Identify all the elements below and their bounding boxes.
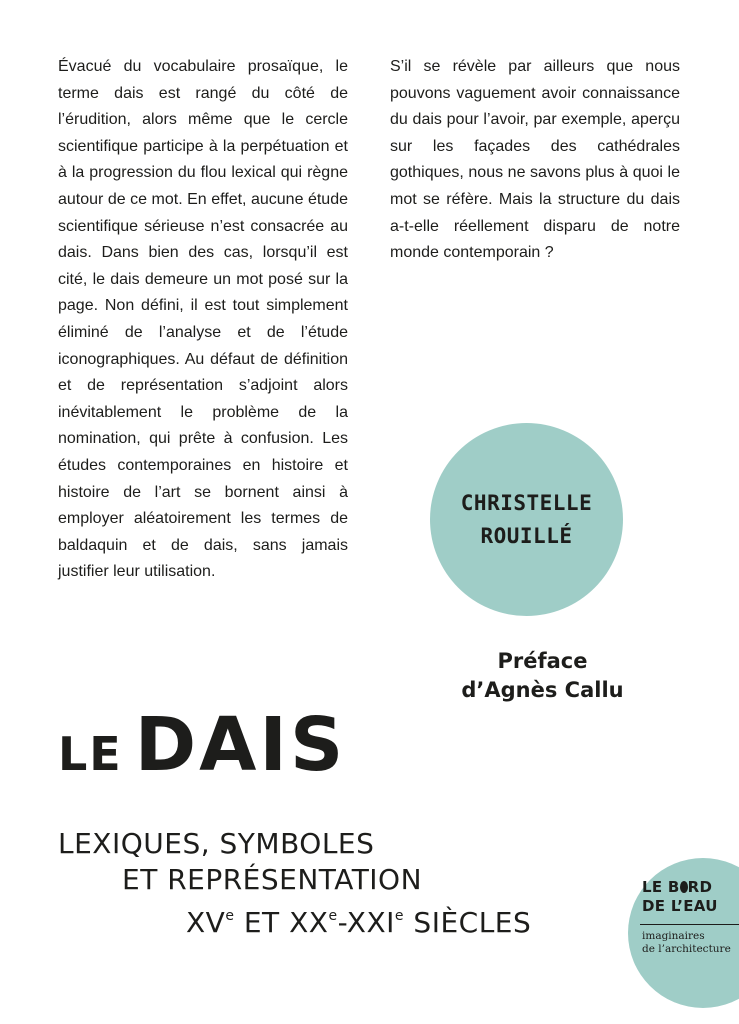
book-title — [58, 702, 347, 788]
author-badge — [430, 423, 623, 616]
body-text-right-column: S’il se révèle par ailleurs que nous pouvons vaguement avoir connaissance du dais pour l’avoir, par exemple, aperçu sur les façades des cathédrales gothiques, nous ne savons plus à quoi le mot se réfère. Mais la structure du dais a-t-elle réellement disparu de notre monde contemporain ? — [390, 58, 680, 262]
subtitle-line-3 — [58, 898, 531, 941]
preface-credit — [430, 647, 655, 705]
subtitle-superscript-3: e — [394, 908, 405, 924]
subtitle-superscript-1: e — [225, 908, 235, 924]
subtitle-superscript-2: e — [328, 908, 338, 924]
drop-icon — [680, 881, 688, 893]
body-text-left-column: Évacué du vocabulaire prosaïque, le terme dais est rangé du côté de l’érudition, alors même que le cercle scientifique participe à la perpétuation et à la progression du flou lexical qui règne autour de ce mot. En effet, aucune étude scientifique sérieuse n’est consacrée au dais. Dans bien des cas, lorsqu’il est cité, le dais demeure un mot posé sur la page. Non défini, il est tout simplement éliminé de l’analyse et de l’étude iconographiques. Au défaut de définition et de représentation s’adjoint alors inévitablement le problème de la nomination, qui prête à confusion. Les études contemporaines en histoire et histoire de l’art se bornent ainsi à employer aléatoirement les termes de baldaquin et de dais, sans jamais justifier leur utilisation. — [58, 58, 348, 581]
publisher-divider — [640, 924, 739, 925]
subtitle-century-15: XV — [186, 906, 226, 939]
subtitle-line-2: ET REPRÉSENTATION — [122, 863, 423, 896]
publisher-logo — [628, 858, 739, 1008]
publisher-name-part-a: LE B — [642, 878, 680, 896]
subtitle-century-21: -XXI — [337, 906, 395, 939]
publisher-name — [642, 878, 718, 916]
publisher-tagline — [642, 930, 731, 956]
publisher-name-line-1 — [642, 878, 718, 897]
author-last-name: ROUILLÉ — [480, 523, 573, 548]
publisher-tagline-line-2: de l’architecture — [642, 943, 731, 955]
subtitle-century-20: ET XX — [234, 906, 329, 939]
preface-label: Préface — [497, 649, 588, 673]
author-first-name: CHRISTELLE — [460, 490, 593, 515]
title-word: DAIS — [134, 702, 347, 788]
subtitle-line-1: LEXIQUES, SYMBOLES — [58, 827, 375, 860]
publisher-tagline-line-1: imaginaires — [642, 930, 705, 942]
book-subtitle — [58, 826, 531, 941]
publisher-name-part-b: RD — [687, 878, 713, 896]
title-article: LE — [58, 727, 123, 781]
subtitle-centuries-word: SIÈCLES — [404, 906, 532, 939]
publisher-name-line-2: DE L’EAU — [642, 897, 718, 915]
preface-author: d’Agnès Callu — [461, 678, 624, 702]
